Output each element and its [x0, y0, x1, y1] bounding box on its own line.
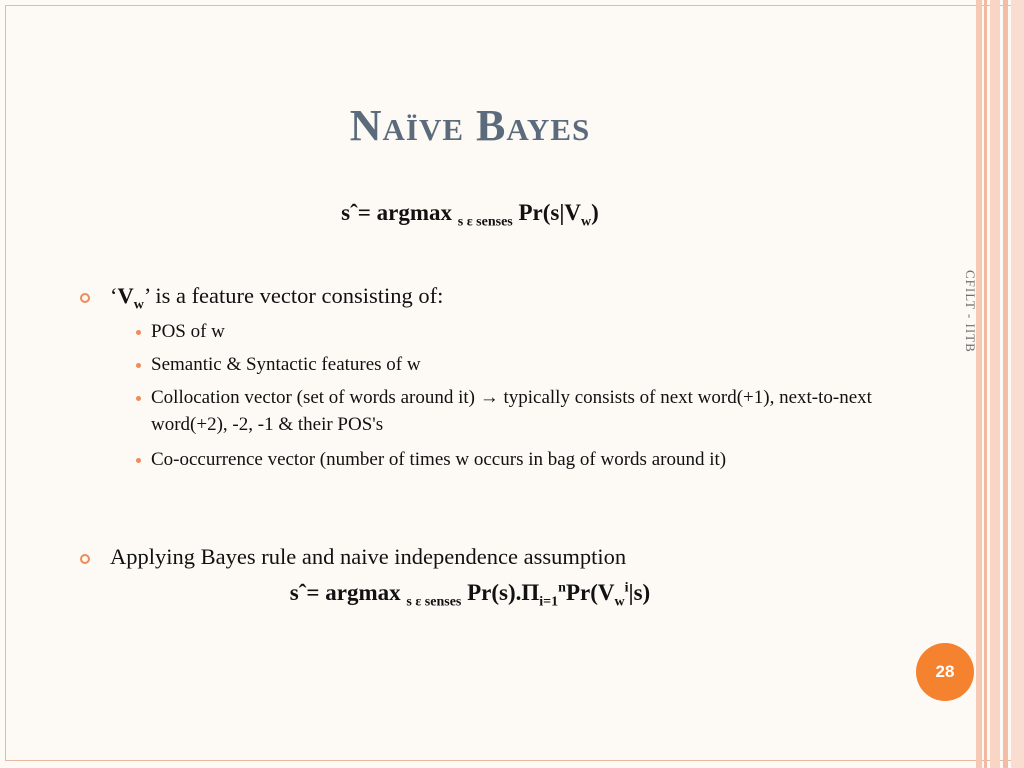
bullet-dot-icon: [136, 396, 141, 401]
side-label: CFILT - IITB: [963, 270, 978, 353]
bullet-ring-icon: [80, 293, 90, 303]
decor-stripe: [976, 0, 982, 768]
list-item: Co-occurrence vector (number of times w occurs in bag of words around it): [151, 449, 727, 470]
bullet-dot-icon: [136, 363, 141, 368]
bullet-dot-icon: [136, 458, 141, 463]
decor-stripe: [984, 0, 987, 768]
bullet-dot-icon: [136, 330, 141, 335]
formula-argmax: sˆ= argmax $_{s \varepsilon senses}$ $Pr(s|V_w)$: [341, 200, 599, 230]
list-item: Collocation vector (set of words around it) → typically consists of next word(+1), next-to-next word(+2), -2, -1 & their POS's: [151, 387, 872, 435]
bullet-feature-vector: ‘$V_w$’ is a feature vector consisting of:: [110, 283, 444, 313]
bullet-bayes-rule: Applying Bayes rule and naive independence assumption: [110, 544, 627, 569]
bullet-ring-icon: [80, 554, 90, 564]
decor-stripe: [990, 0, 1000, 768]
decor-stripe: [1003, 0, 1008, 768]
list-item: Semantic & Syntactic features of w: [151, 354, 421, 375]
list-item: POS of w: [151, 321, 225, 342]
formula-naive-bayes: sˆ= argmax $_{s \varepsilon senses}$ $Pr(s).\Pi_{i=1}^nPr(V_w^i|s)$: [289, 580, 651, 610]
slide-title: Naïve Bayes: [349, 101, 591, 150]
decor-stripe: [1011, 0, 1024, 768]
page-number-badge: 28: [916, 643, 974, 701]
